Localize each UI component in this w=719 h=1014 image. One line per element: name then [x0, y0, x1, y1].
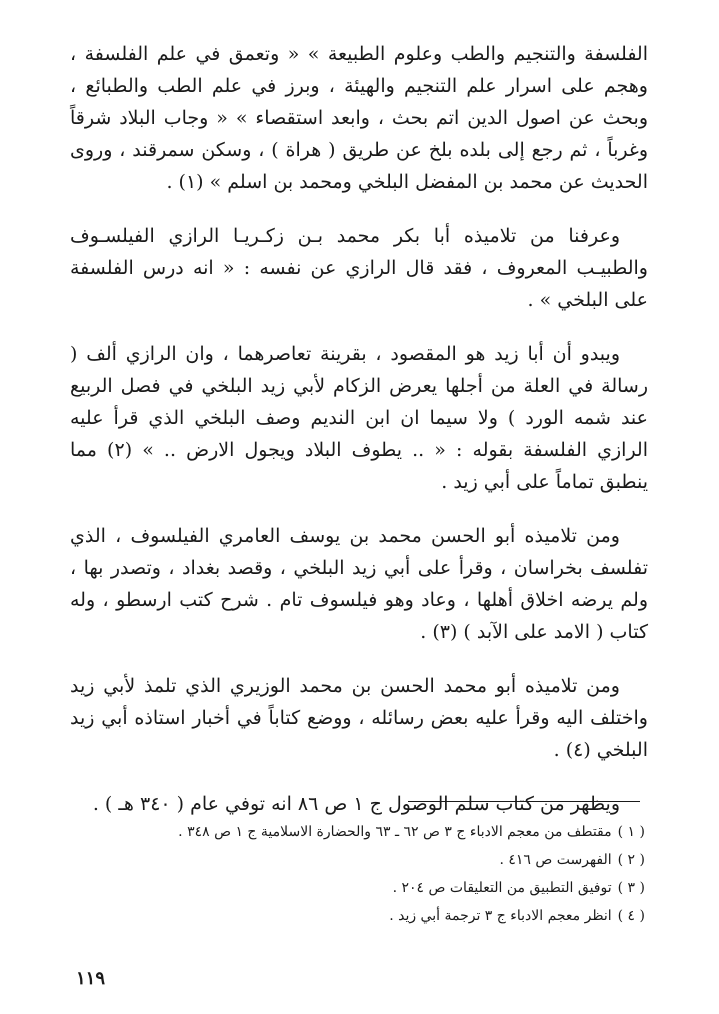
footnote-text: توفيق التطبيق من التعليقات ص ٢٠٤ .: [392, 880, 612, 896]
paragraph: ويظهر من كتاب سلم الوصول ج ١ ص ٨٦ انه توفي عام ( ٣٤٠ هـ ) .: [92, 793, 620, 815]
footnote-number: ( ١ ): [617, 824, 645, 840]
paragraph: ويبدو أن أبا زيد هو المقصود ، بقرينة تعاصرهما ، وان الرازي ألف ( رسالة في العلة من أجلها يعرض الزكام لأبي زيد البلخي في فصل الربيع عند شمه الورد ) ولا سيما ان ابن النديم وصف البلخي الذي قرأ عليه الرازي الفلسفة بقوله : « .. يطوف البلاد ويجول الارض .. » (٢) مما ينطبق تماماً على أبي زيد .: [70, 343, 648, 493]
footnote-number: ( ٤ ): [617, 908, 645, 924]
footnote-item: [120, 818, 645, 846]
footnotes: [120, 818, 645, 930]
page-number: ١١٩: [76, 968, 106, 989]
paragraph: الفلسفة والتنجيم والطب وعلوم الطبيعة » « وتعمق في علم الفلسفة ، وهجم على اسرار علم التنجيم والهيئة ، وبرز في علم الطب والطبائع ، وبحث عن اصول الدين اتم بحث ، وابعد استقصاء » « وجاب البلاد شرقاً وغرباً ، ثم رجع إلى بلده بلخ عن طريق ( هراة ) ، وسكن سمرقند ، وروى الحديث عن محمد بن المفضل البلخي ومحمد بن اسلم » (١) .: [70, 43, 648, 193]
footnote-text: الفهرست ص ٤١٦ .: [499, 852, 612, 868]
footnote-item: [120, 874, 645, 902]
footnote-item: [120, 846, 645, 874]
footnote-number: ( ٣ ): [617, 880, 645, 896]
footnote-divider: [408, 801, 640, 802]
footnote-text: مقتطف من معجم الادباء ج ٣ ص ٦٢ ـ ٦٣ والحضارة الاسلامية ج ١ ص ٣٤٨ .: [178, 824, 612, 840]
paragraph: ومن تلاميذه أبو محمد الحسن بن محمد الوزيري الذي تلمذ لأبي زيد واختلف اليه وقرأ عليه بعض رسائله ، ووضع كتاباً في أخبار استاذه أبي زيد البلخي (٤) .: [70, 675, 648, 761]
footnote-text: انظر معجم الادباء ج ٣ ترجمة أبي زيد .: [389, 908, 612, 924]
paragraph: وعرفنا من تلاميذه أبا بكر محمد بـن زكـريـا الرازي الفيلسـوف والطبيـب المعروف ، فقد قال الرازي عن نفسه : « انه درس الفلسفة على البلخي » .: [70, 225, 648, 311]
footnote-item: [120, 902, 645, 930]
page-body: [70, 38, 648, 842]
paragraph: ومن تلاميذه أبو الحسن محمد بن يوسف العامري الفيلسوف ، الذي تفلسف بخراسان ، وقرأ على أبي زيد البلخي ، وقصد بغداد ، وتصدر بها ، ولم يرضه اخلاق أهلها ، وعاد وهو فيلسوف تام . شرح كتب ارسطو ، وله كتاب ( الامد على الآبد ) (٣) .: [70, 525, 648, 643]
footnote-number: ( ٢ ): [617, 852, 645, 868]
